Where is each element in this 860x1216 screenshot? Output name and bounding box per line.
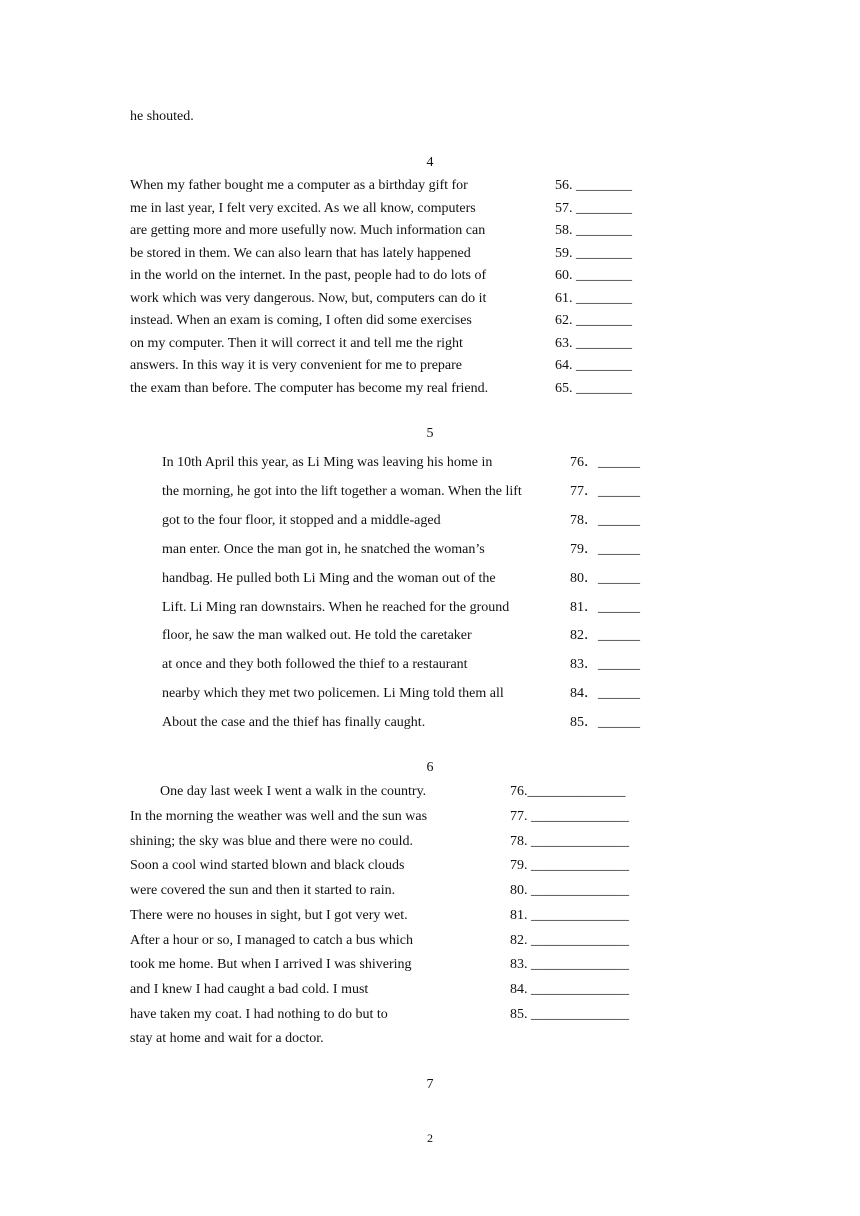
answer-blank-79[interactable]: 79．______ bbox=[570, 542, 640, 557]
answer-blank-76[interactable]: 76．______ bbox=[570, 455, 640, 470]
section-4-line: are getting more and more usefully now. Much information can bbox=[130, 223, 486, 238]
answer-blank-76b[interactable]: 76.______________ bbox=[510, 784, 626, 799]
section-6-heading: 6 bbox=[426, 760, 434, 775]
answer-blank-62[interactable]: 62. ________ bbox=[555, 313, 632, 328]
section-6-line: and I knew I had caught a bad cold. I must bbox=[130, 982, 369, 997]
section-5-line: got to the four floor, it stopped and a middle-aged bbox=[162, 513, 441, 528]
section-5-line: man enter. Once the man got in, he snatched the woman’s bbox=[162, 542, 485, 557]
answer-blank-78b[interactable]: 78. ______________ bbox=[510, 834, 629, 849]
section-6-line: In the morning the weather was well and the sun was bbox=[130, 809, 428, 824]
section-5-line: About the case and the thief has finally caught. bbox=[162, 715, 426, 730]
answer-blank-61[interactable]: 61. ________ bbox=[555, 291, 632, 306]
answer-blank-84b[interactable]: 84. ______________ bbox=[510, 982, 629, 997]
answer-blank-57[interactable]: 57. ________ bbox=[555, 201, 632, 216]
answer-blank-77b[interactable]: 77. ______________ bbox=[510, 809, 629, 824]
answer-blank-78[interactable]: 78．______ bbox=[570, 513, 640, 528]
section-4-line: When my father bought me a computer as a birthday gift for bbox=[130, 178, 468, 193]
section-5-heading: 5 bbox=[426, 426, 434, 441]
section-4-line: instead. When an exam is coming, I often did some exercises bbox=[130, 313, 472, 328]
section-5-line: In 10th April this year, as Li Ming was leaving his home in bbox=[162, 455, 493, 470]
section-4-line: the exam than before. The computer has become my real friend. bbox=[130, 381, 489, 396]
answer-blank-77[interactable]: 77．______ bbox=[570, 484, 640, 499]
section-6-line: stay at home and wait for a doctor. bbox=[130, 1031, 324, 1046]
answer-blank-83b[interactable]: 83. ______________ bbox=[510, 957, 629, 972]
section-6-line: One day last week I went a walk in the country. bbox=[160, 784, 427, 799]
section-7-heading: 7 bbox=[426, 1077, 434, 1092]
answer-blank-65[interactable]: 65. ________ bbox=[555, 381, 632, 396]
section-6-line: have taken my coat. I had nothing to do but to bbox=[130, 1007, 388, 1022]
section-4-line: me in last year, I felt very excited. As we all know, computers bbox=[130, 201, 476, 216]
answer-blank-85b[interactable]: 85. ______________ bbox=[510, 1007, 629, 1022]
section-4-line: work which was very dangerous. Now, but, computers can do it bbox=[130, 291, 487, 306]
section-6-line: After a hour or so, I managed to catch a bus which bbox=[130, 933, 414, 948]
section-6-line: Soon a cool wind started blown and black clouds bbox=[130, 858, 405, 873]
section-6-line: There were no houses in sight, but I got very wet. bbox=[130, 908, 408, 923]
section-4-line: be stored in them. We can also learn that has lately happened bbox=[130, 246, 471, 261]
section-5-line: floor, he saw the man walked out. He told the caretaker bbox=[162, 628, 472, 643]
answer-blank-80b[interactable]: 80. ______________ bbox=[510, 883, 629, 898]
section-5-line: at once and they both followed the thief to a restaurant bbox=[162, 657, 468, 672]
answer-blank-79b[interactable]: 79. ______________ bbox=[510, 858, 629, 873]
section-4-line: answers. In this way it is very convenient for me to prepare bbox=[130, 358, 463, 373]
answer-blank-58[interactable]: 58. ________ bbox=[555, 223, 632, 238]
section-5-line: handbag. He pulled both Li Ming and the woman out of the bbox=[162, 571, 496, 586]
answer-blank-82b[interactable]: 82. ______________ bbox=[510, 933, 629, 948]
answer-blank-85[interactable]: 85．______ bbox=[570, 715, 640, 730]
answer-blank-83[interactable]: 83．______ bbox=[570, 657, 640, 672]
section-6-line: took me home. But when I arrived I was shivering bbox=[130, 957, 412, 972]
section-6-line: shining; the sky was blue and there were no could. bbox=[130, 834, 414, 849]
answer-blank-81[interactable]: 81．______ bbox=[570, 600, 640, 615]
section-4-heading: 4 bbox=[426, 155, 434, 170]
page-number: 2 bbox=[427, 1131, 433, 1145]
answer-blank-81b[interactable]: 81. ______________ bbox=[510, 908, 629, 923]
answer-blank-82[interactable]: 82．______ bbox=[570, 628, 640, 643]
intro-line: he shouted. bbox=[130, 109, 194, 124]
section-4-line: in the world on the internet. In the past, people had to do lots of bbox=[130, 268, 487, 283]
section-5-line: nearby which they met two policemen. Li Ming told them all bbox=[162, 686, 504, 701]
answer-blank-63[interactable]: 63. ________ bbox=[555, 336, 632, 351]
section-5-line: the morning, he got into the lift together a woman. When the lift bbox=[162, 484, 522, 499]
section-4-line: on my computer. Then it will correct it and tell me the right bbox=[130, 336, 463, 351]
answer-blank-80[interactable]: 80．______ bbox=[570, 571, 640, 586]
answer-blank-59[interactable]: 59. ________ bbox=[555, 246, 632, 261]
section-6-line: were covered the sun and then it started to rain. bbox=[130, 883, 396, 898]
section-5-line: Lift. Li Ming ran downstairs. When he reached for the ground bbox=[162, 600, 510, 615]
answer-blank-56[interactable]: 56. ________ bbox=[555, 178, 632, 193]
answer-blank-64[interactable]: 64. ________ bbox=[555, 358, 632, 373]
answer-blank-60[interactable]: 60. ________ bbox=[555, 268, 632, 283]
answer-blank-84[interactable]: 84．______ bbox=[570, 686, 640, 701]
